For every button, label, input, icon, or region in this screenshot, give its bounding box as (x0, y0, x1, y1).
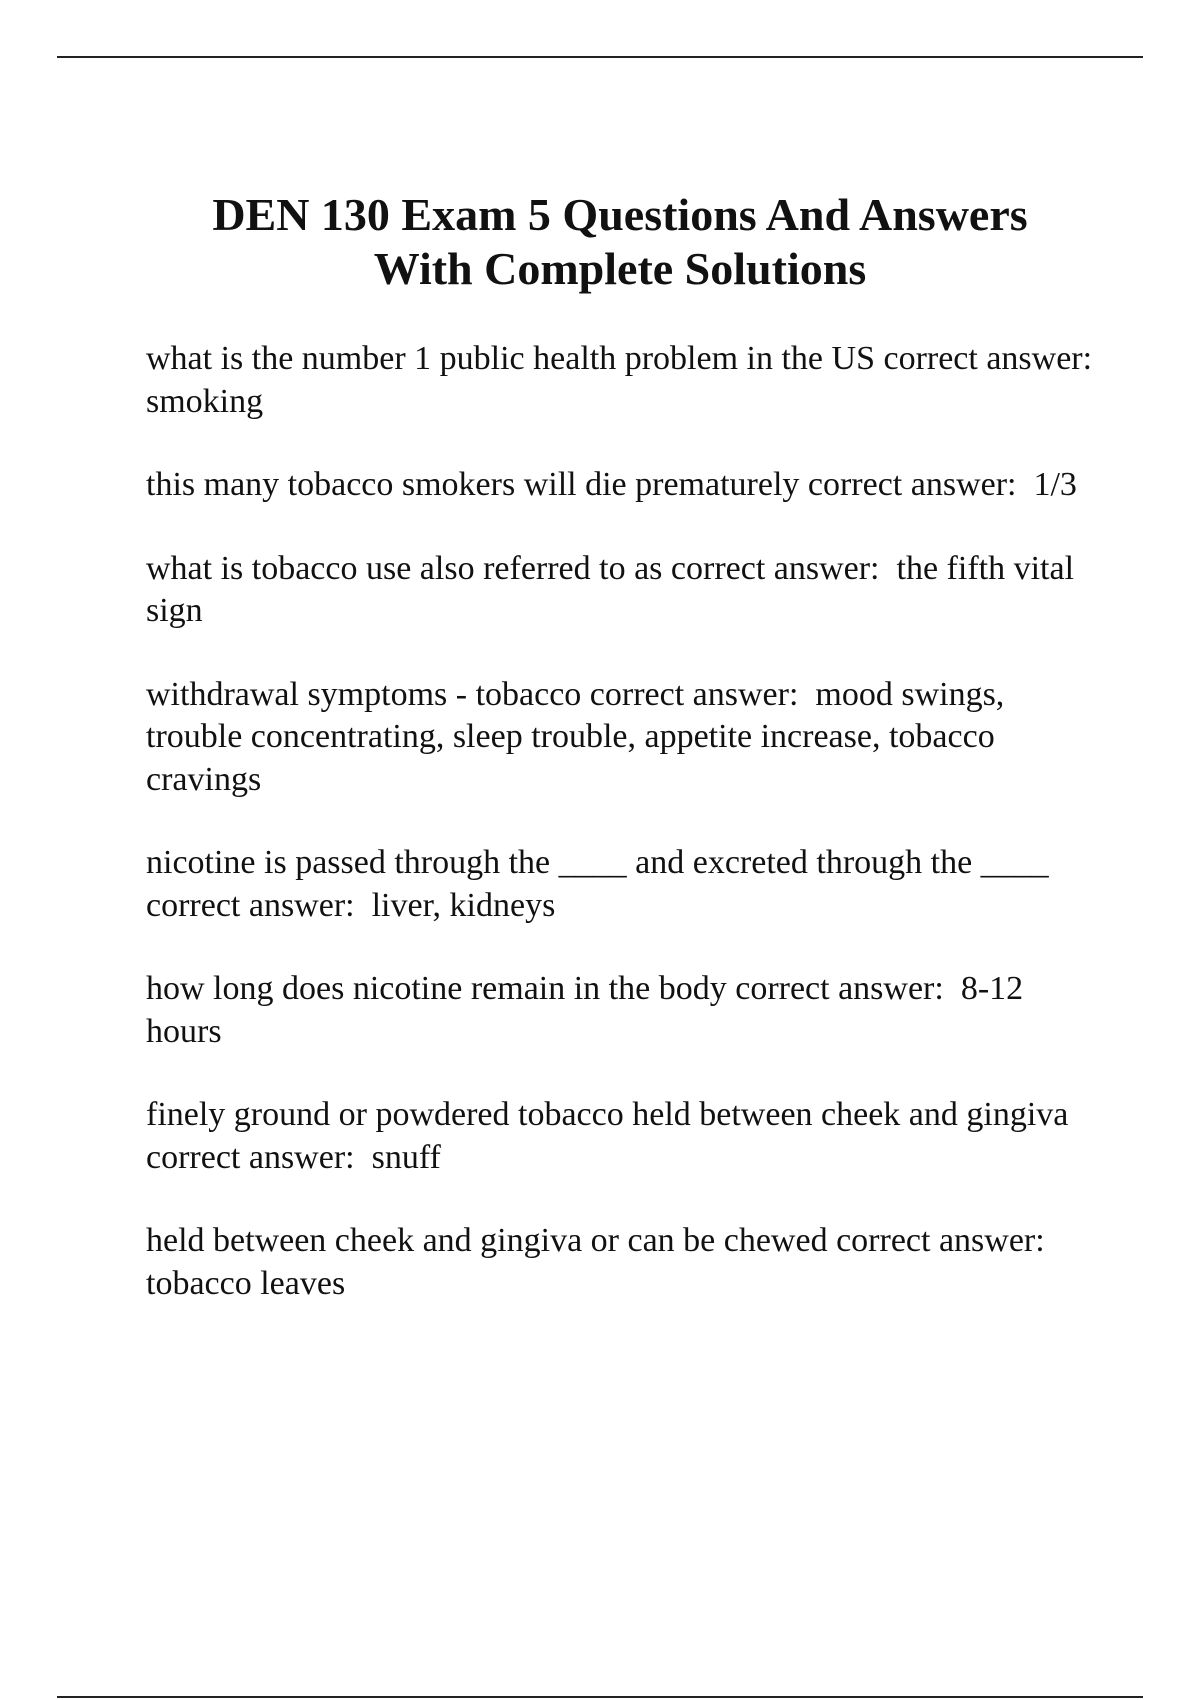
top-rule (57, 56, 1143, 58)
bottom-rule (57, 1696, 1143, 1698)
qa-item-7: finely ground or powdered tobacco held between cheek and gingiva correct answer: snuff (146, 1096, 1077, 1176)
qa-item-8: held between cheek and gingiva or can be chewed correct answer: tobacco leaves (146, 1222, 1062, 1302)
qa-item-4: withdrawal symptoms - tobacco correct answer: mood swings, trouble concentrating, sleep trouble, appetite increase, tobacco cravings (146, 675, 1013, 798)
qa-item-6: how long does nicotine remain in the body correct answer: 8-12 hours (146, 970, 1032, 1050)
title-line-2: With Complete Solutions (373, 243, 867, 294)
title-line-1: DEN 130 Exam 5 Questions And Answers (212, 189, 1028, 240)
qa-item-3: what is tobacco use also referred to as correct answer: the fifth vital sign (146, 549, 1083, 629)
qa-item-2: this many tobacco smokers will die prematurely correct answer: 1/3 (146, 466, 1077, 503)
qa-list (146, 338, 1110, 1346)
qa-item-1: what is the number 1 public health problem in the US correct answer: smoking (146, 340, 1110, 420)
qa-item-5: nicotine is passed through the ____ and excreted through the ____ correct answer: liver, kidneys (146, 844, 1058, 924)
page-title (140, 188, 1100, 296)
